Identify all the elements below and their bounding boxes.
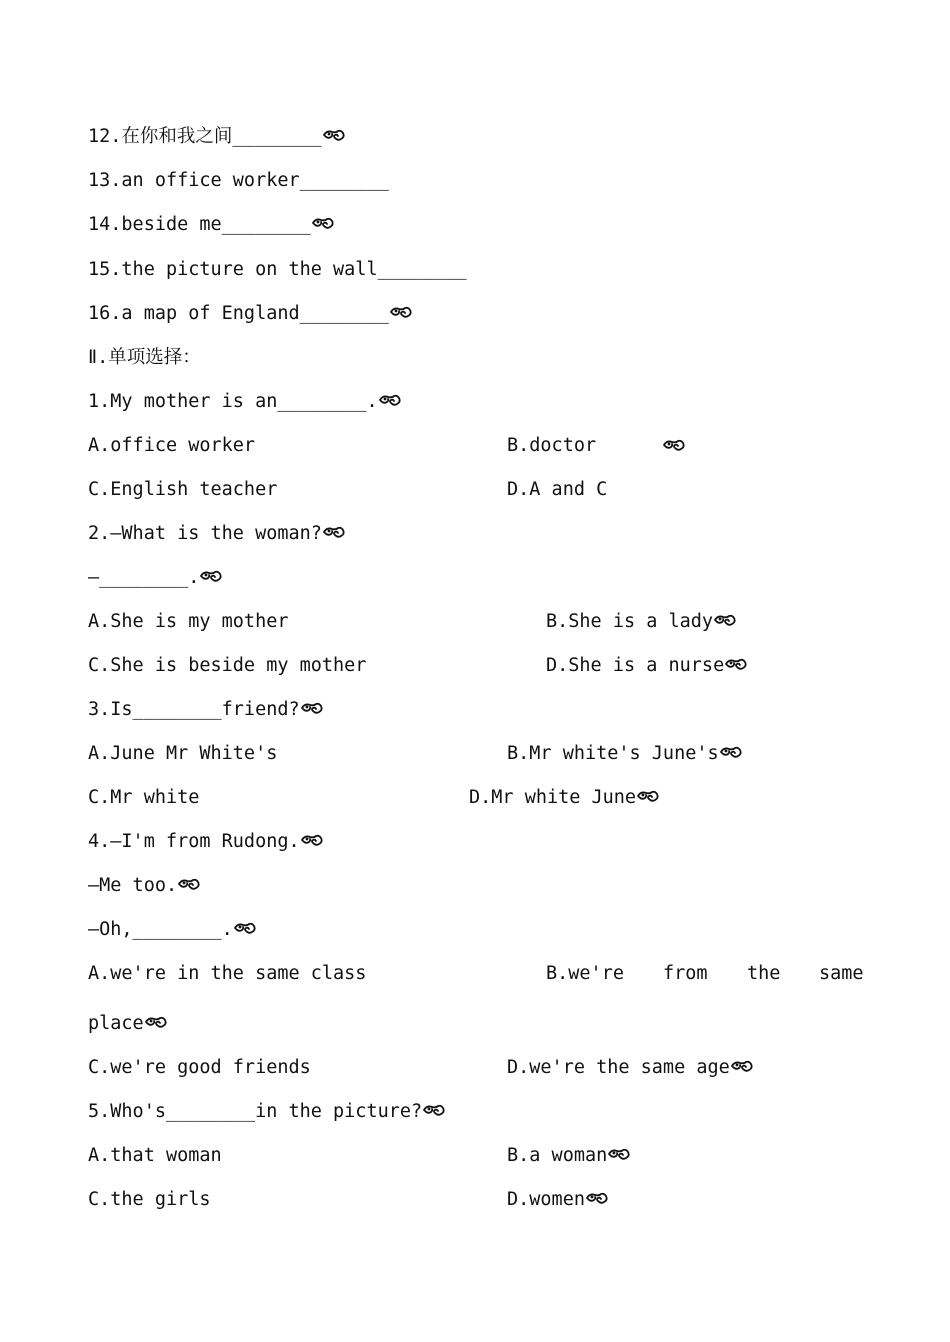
section-title: Ⅱ.单项选择： xyxy=(88,347,201,368)
question-1-option-a: A.office worker xyxy=(88,435,256,456)
question-5-option-d xyxy=(507,1188,608,1212)
hand-mark-icon xyxy=(200,570,222,584)
question-3-stem xyxy=(88,698,323,722)
question-4-option-b-word-4: same xyxy=(819,963,864,984)
question-4-option-b-continued xyxy=(88,1012,167,1036)
question-3-option-c: C.Mr white xyxy=(88,787,200,808)
hand-mark-icon xyxy=(178,878,200,892)
hand-mark-icon xyxy=(379,394,401,408)
hand-mark-icon xyxy=(323,526,345,540)
question-4-line2 xyxy=(88,874,200,898)
hand-mark-icon xyxy=(714,614,736,628)
hand-mark-icon xyxy=(663,439,685,453)
question-2-option-b xyxy=(546,610,736,634)
hand-mark-icon xyxy=(145,1016,167,1030)
stem-text: 2.—What is the woman? xyxy=(88,523,322,544)
question-3-option-a: A.June Mr White's xyxy=(88,743,278,764)
hand-mark-icon xyxy=(423,1104,445,1118)
hand-mark-icon xyxy=(720,746,742,760)
option-text: D.we're the same age xyxy=(507,1057,730,1078)
question-4-stem xyxy=(88,830,323,854)
question-5-stem xyxy=(88,1100,445,1124)
vocab-item-15 xyxy=(88,258,467,282)
question-4-option-d xyxy=(507,1056,753,1080)
question-2-option-d xyxy=(546,654,747,678)
hand-mark-icon xyxy=(301,834,323,848)
question-4-option-b-word-1: B.we're xyxy=(546,963,624,984)
question-1-option-b: B.doctor xyxy=(507,435,597,456)
option-text: B.Mr white's June's xyxy=(507,743,719,764)
option-text: B.She is a lady xyxy=(546,611,714,632)
hand-mark-icon xyxy=(301,702,323,716)
hand-mark-icon xyxy=(725,658,747,672)
stem-text: 5.Who's________in the picture? xyxy=(88,1101,423,1122)
question-4-option-c: C.we're good friends xyxy=(88,1057,311,1078)
option-text: D.Mr white June xyxy=(469,787,637,808)
vocab-text: 15.the picture on the wall________ xyxy=(88,259,467,280)
vocab-text: 16.a map of England________ xyxy=(88,303,389,324)
question-1-stem xyxy=(88,390,401,414)
question-3-option-b xyxy=(507,742,742,766)
question-1-option-d: D.A and C xyxy=(507,479,608,500)
hand-mark-icon xyxy=(586,1192,608,1206)
option-text: D.women xyxy=(507,1189,585,1210)
question-4-option-b-word-2: from xyxy=(663,963,708,984)
hand-mark-icon xyxy=(731,1060,753,1074)
vocab-text: 12.在你和我之间________ xyxy=(88,126,322,147)
hand-mark-icon xyxy=(323,129,345,143)
hand-mark-icon xyxy=(637,790,659,804)
option-text: place xyxy=(88,1013,144,1034)
stem-text: 4.—I'm from Rudong. xyxy=(88,831,300,852)
question-4-option-a: A.we're in the same class xyxy=(88,963,367,984)
question-5-option-b xyxy=(507,1144,630,1168)
question-2-option-c: C.She is beside my mother xyxy=(88,655,367,676)
question-1-option-c: C.English teacher xyxy=(88,479,278,500)
question-2-stem xyxy=(88,522,345,546)
question-5-option-a: A.that woman xyxy=(88,1145,222,1166)
stem-text: 1.My mother is an________. xyxy=(88,391,378,412)
vocab-item-16 xyxy=(88,302,412,326)
question-2-option-a: A.She is my mother xyxy=(88,611,289,632)
question-2-blank xyxy=(88,566,222,590)
dialog-text: —Oh,________. xyxy=(88,919,233,940)
option-text: B.a woman xyxy=(507,1145,608,1166)
vocab-text: 14.beside me________ xyxy=(88,214,311,235)
hand-mark-icon xyxy=(608,1148,630,1162)
vocab-text: 13.an office worker________ xyxy=(88,170,389,191)
dialog-text: —Me too. xyxy=(88,875,178,896)
question-4-line3 xyxy=(88,918,256,942)
vocab-item-12 xyxy=(88,125,345,149)
hand-mark-icon xyxy=(234,922,256,936)
question-4-option-b-word-3: the xyxy=(747,963,781,984)
option-text: D.She is a nurse xyxy=(546,655,725,676)
hand-mark-icon xyxy=(312,217,334,231)
question-3-option-d xyxy=(469,786,659,810)
hand-mark-icon xyxy=(390,306,412,320)
blank-text: —________. xyxy=(88,567,200,588)
vocab-item-13 xyxy=(88,169,389,193)
stem-text: 3.Is________friend? xyxy=(88,699,300,720)
vocab-item-14 xyxy=(88,213,334,237)
question-5-option-c: C.the girls xyxy=(88,1189,211,1210)
